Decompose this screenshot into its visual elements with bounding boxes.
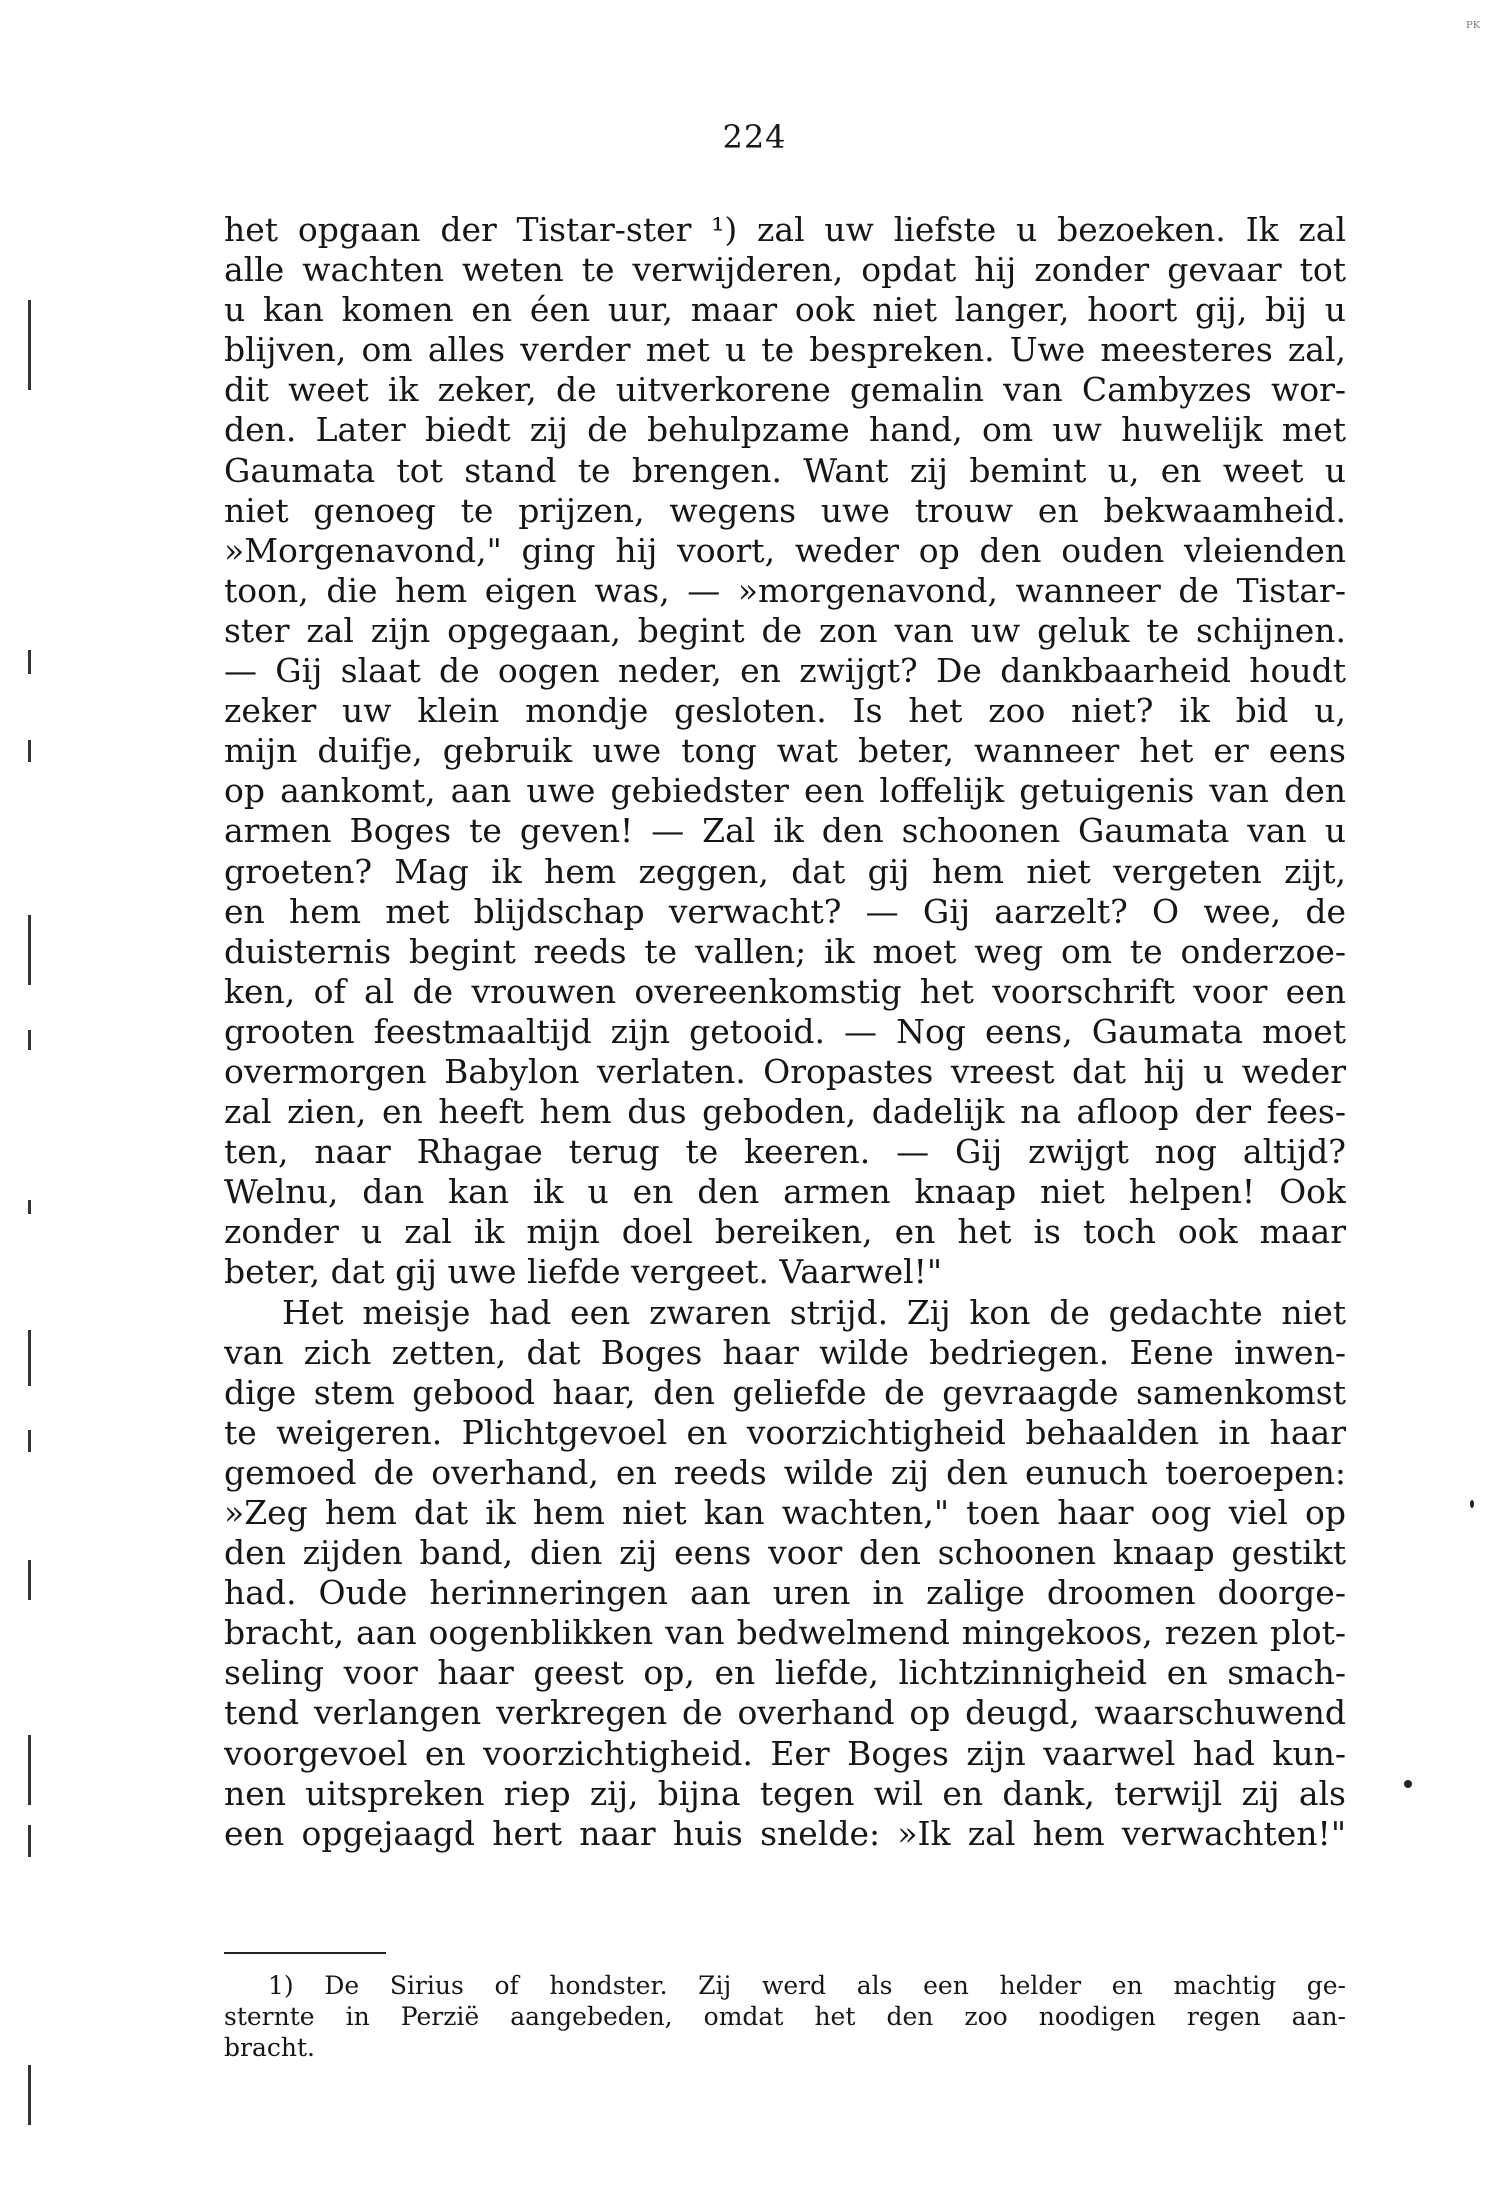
ink-speck	[1470, 1500, 1474, 1508]
text-line: bracht, aan oogenblikken van bedwelmend mingekoos, rezen plot-	[224, 1613, 1346, 1653]
text-line: dige stem gebood haar, den geliefde de gevraagde samenkomst	[224, 1372, 1346, 1412]
text-line: nen uitspreken riep zij, bijna tegen wil en dank, terwijl zij als	[224, 1773, 1346, 1813]
binding-mark	[28, 340, 31, 390]
text-line: den. Later biedt zij de behulpzame hand, om uw huwelijk met	[224, 410, 1346, 450]
binding-mark	[28, 1030, 31, 1050]
paragraph-start-line: Het meisje had een zwaren strijd. Zij kon de gedachte niet	[282, 1292, 1346, 1332]
footnote-divider	[224, 1952, 386, 1954]
ink-speck	[1404, 1780, 1412, 1788]
text-line: Gaumata tot stand te brengen. Want zij bemint u, en weet u	[224, 450, 1346, 490]
text-line: en hem met blijdschap verwacht? — Gij aarzelt? O wee, de	[224, 891, 1346, 931]
text-line: blijven, om alles verder met u te bespreken. Uwe meesteres zal,	[224, 330, 1346, 370]
binding-mark	[28, 1330, 31, 1386]
binding-mark	[28, 915, 31, 985]
text-line: beter, dat gij uwe liefde vergeet. Vaarwel!"	[224, 1252, 943, 1292]
binding-mark	[28, 2065, 31, 2125]
text-line: ken, of al de vrouwen overeenkomstig het voorschrift voor een	[224, 971, 1346, 1011]
text-line: van zich zetten, dat Boges haar wilde bedriegen. Eene inwen-	[224, 1332, 1346, 1372]
text-line: zal zien, en heeft hem dus geboden, dadelijk na afloop der fees-	[224, 1092, 1346, 1132]
text-line: alle wachten weten te verwijderen, opdat hij zonder gevaar tot	[224, 250, 1346, 290]
text-line: overmorgen Babylon verlaten. Oropastes vreest dat hij u weder	[224, 1051, 1346, 1091]
text-line: gemoed de overhand, en reeds wilde zij den eunuch toeroepen:	[224, 1452, 1346, 1492]
text-line: mijn duifje, gebruik uwe tong wat beter, wanneer het er eens	[224, 731, 1346, 771]
text-line: een opgejaagd hert naar huis snelde: »Ik zal hem verwachten!"	[224, 1813, 1346, 1853]
text-line: groeten? Mag ik hem zeggen, dat gij hem niet vergeten zijt,	[224, 851, 1346, 891]
binding-mark	[28, 1560, 31, 1600]
footnote	[224, 1970, 1346, 2063]
text-line: grooten feestmaaltijd zijn getooid. — Nog eens, Gaumata moet	[224, 1011, 1346, 1051]
text-line: te weigeren. Plichtgevoel en voorzichtigheid behaalden in haar	[224, 1412, 1346, 1452]
text-line: zeker uw klein mondje gesloten. Is het zoo niet? ik bid u,	[224, 691, 1346, 731]
text-line: den zijden band, dien zij eens voor den schoonen knaap gestikt	[224, 1533, 1346, 1573]
text-line: »Zeg hem dat ik hem niet kan wachten," toen haar oog viel op	[224, 1493, 1346, 1532]
text-line: tend verlangen verkregen de overhand op deugd, waarschuwend	[224, 1693, 1346, 1733]
footnote-line: 1) De Sirius of hondster. Zij werd als een helder en machtig ge-	[268, 1971, 1346, 2000]
binding-mark	[28, 1430, 31, 1452]
text-line: voorgevoel en voorzichtigheid. Eer Boges zijn vaarwel had kun-	[224, 1733, 1346, 1773]
text-line: armen Boges te geven! — Zal ik den schoonen Gaumata van u	[224, 811, 1346, 851]
binding-mark	[28, 740, 31, 762]
binding-mark	[28, 1825, 31, 1857]
text-line: duisternis begint reeds te vallen; ik moet weg om te onderzoe-	[224, 931, 1346, 971]
text-line: zonder u zal ik mijn doel bereiken, en het is toch ook maar	[224, 1212, 1346, 1252]
text-line: op aankomt, aan uwe gebiedster een loffelijk getuigenis van den	[224, 771, 1346, 811]
footnote-line: bracht.	[224, 2033, 315, 2062]
text-line: ster zal zijn opgegaan, begint de zon van uw geluk te schijnen.	[224, 610, 1346, 650]
footnote-line: sternte in Perzië aangebeden, omdat het den zoo noodigen regen aan-	[224, 2002, 1346, 2031]
corner-ink-mark: ᴾᴷ	[1466, 18, 1481, 37]
body-text	[224, 210, 1346, 1854]
text-line: seling voor haar geest op, en liefde, lichtzinnigheid en smach-	[224, 1653, 1346, 1693]
text-line: het opgaan der Tistar-ster ¹) zal uw liefste u bezoeken. Ik zal	[224, 210, 1346, 249]
text-line: ten, naar Rhagae terug te keeren. — Gij zwijgt nog altijd?	[224, 1132, 1346, 1172]
text-line: »Morgenavond," ging hij voort, weder op den ouden vleienden	[224, 530, 1346, 570]
text-line: niet genoeg te prijzen, wegens uwe trouw en bekwaamheid.	[224, 490, 1346, 530]
binding-mark	[28, 1735, 31, 1805]
text-line: had. Oude herinneringen aan uren in zalige droomen doorge-	[224, 1573, 1346, 1613]
text-line: — Gij slaat de oogen neder, en zwijgt? De dankbaarheid houdt	[224, 651, 1346, 691]
text-line: u kan komen en éen uur, maar ook niet langer, hoort gij, bij u	[224, 290, 1346, 330]
text-line: Welnu, dan kan ik u en den armen knaap niet helpen! Ook	[224, 1172, 1346, 1212]
text-line: toon, die hem eigen was, — »morgenavond, wanneer de Tistar-	[224, 570, 1346, 610]
binding-mark	[28, 650, 31, 674]
text-line: dit weet ik zeker, de uitverkorene gemalin van Cambyzes wor-	[224, 370, 1346, 410]
page-number: 224	[722, 118, 787, 156]
binding-mark	[28, 1200, 31, 1214]
